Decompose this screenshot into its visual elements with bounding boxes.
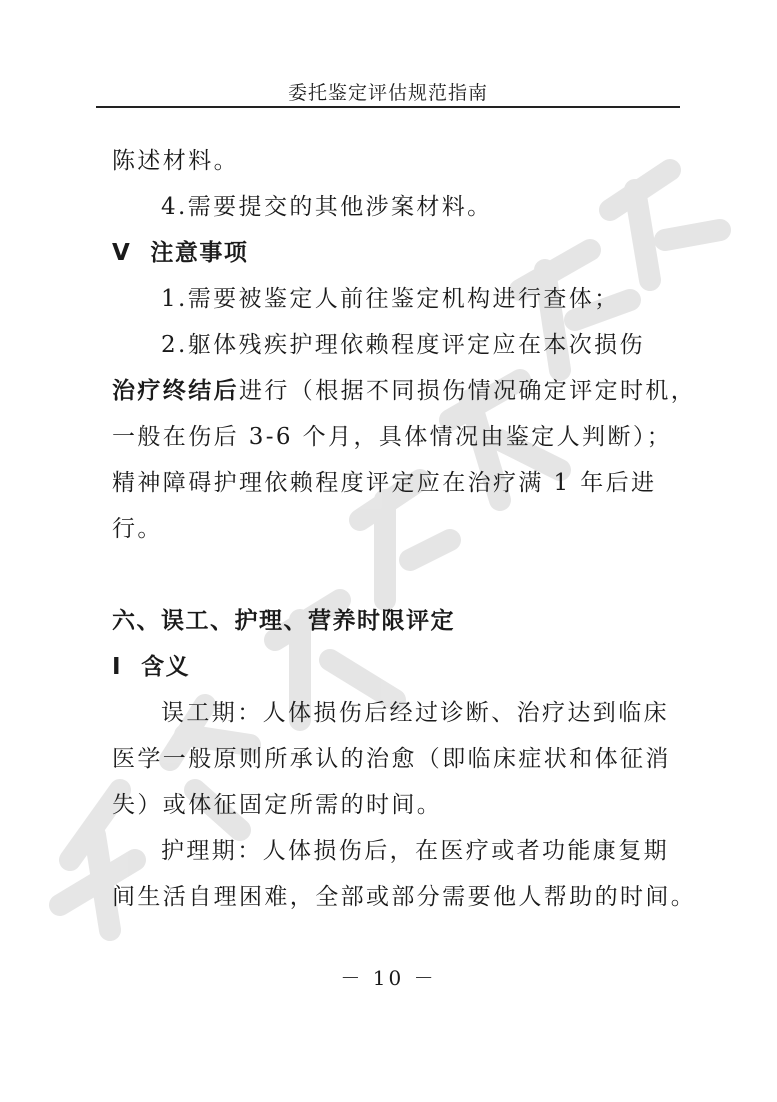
paragraph-line: 行。	[112, 516, 163, 542]
paragraph-line	[112, 368, 697, 414]
paragraph-line: 医学一般原则所承认的治愈（即临床症状和体征消	[112, 746, 671, 772]
section-heading-i	[112, 644, 692, 690]
paragraph-line: 1.需要被鉴定人前往鉴定机构进行查体；	[161, 286, 620, 312]
paragraph-line: 4.需要提交的其他涉案材料。	[161, 194, 493, 220]
paragraph-line: 误工期：人体损伤后经过诊断、治疗达到临床	[161, 700, 669, 726]
paragraph-line: 一般在伤后 3-6 个月，具体情况由鉴定人判断）；	[112, 424, 673, 450]
paragraph-line: 陈述材料。	[112, 148, 239, 174]
body-text	[112, 138, 697, 920]
header-divider	[96, 106, 680, 108]
paragraph-line: 2.躯体残疾护理依赖程度评定应在本次损伤	[161, 332, 645, 358]
section-heading-v	[112, 230, 692, 276]
paragraph-line: 失）或体征固定所需的时间。	[112, 792, 443, 818]
blank-line	[112, 552, 692, 598]
section-marker: V	[112, 240, 132, 266]
paragraph-text: 进行（根据不同损伤情况确定评定时机，	[239, 378, 697, 404]
paragraph-line: 护理期：人体损伤后，在医疗或者功能康复期	[161, 838, 669, 864]
running-header-title: 委托鉴定评估规范指南	[287, 82, 488, 104]
paragraph-line: 精神障碍护理依赖程度评定应在治疗满 1 年后进	[112, 470, 657, 496]
page-number: － 10 －	[340, 966, 437, 990]
paragraph-line: 间生活自理困难，全部或部分需要他人帮助的时间。	[112, 884, 697, 910]
emphasis-text: 治疗终结后	[112, 378, 239, 404]
section-marker: I	[112, 654, 123, 680]
section-title: 注意事项	[150, 240, 249, 266]
section-title: 含义	[141, 654, 191, 680]
chapter-heading-6: 六、误工、护理、营养时限评定	[112, 608, 455, 634]
